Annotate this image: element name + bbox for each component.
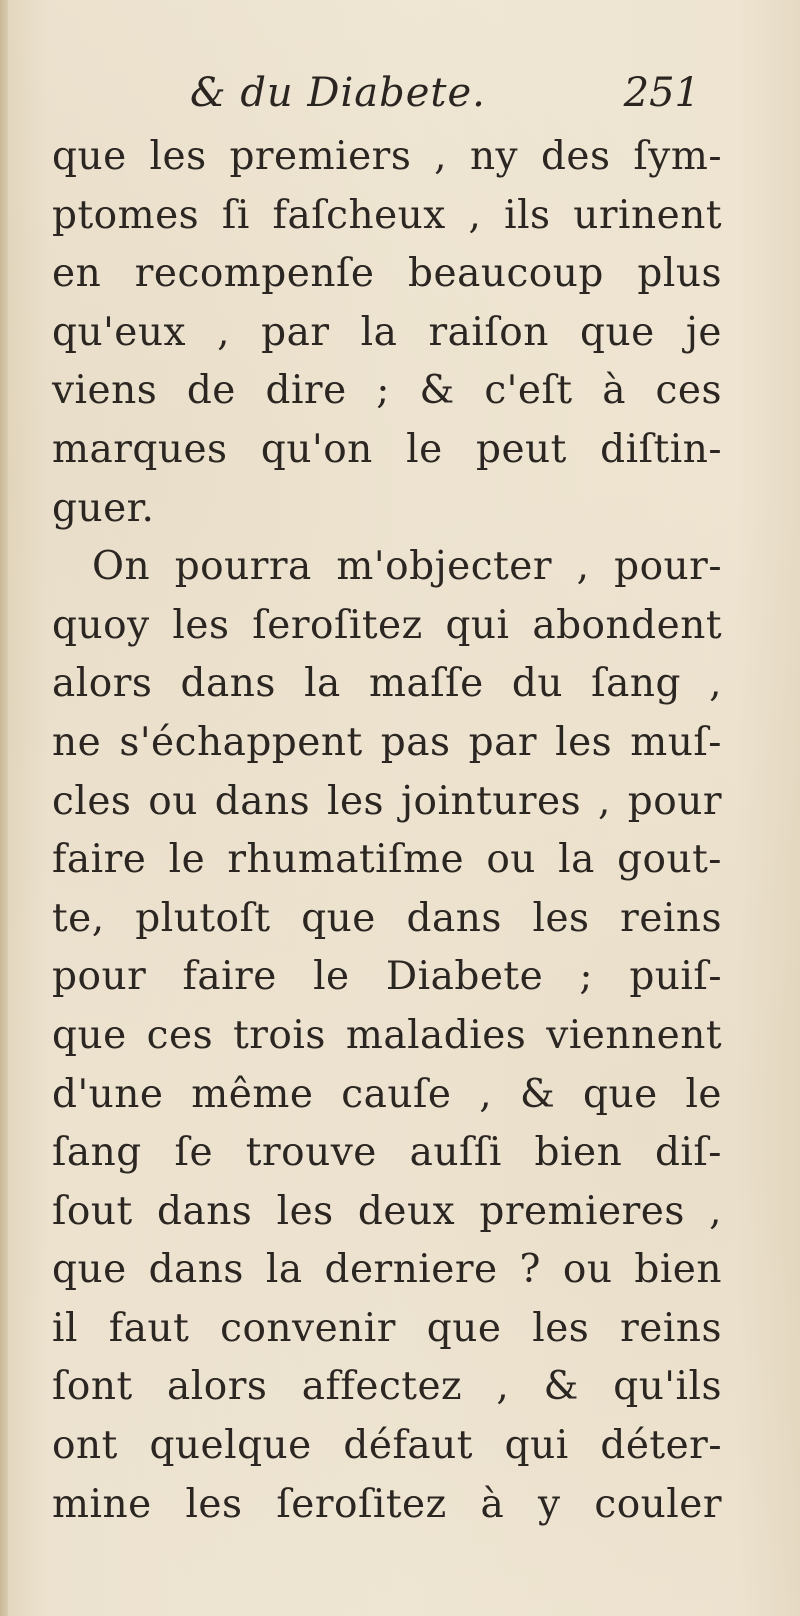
text-line: pour faire le Diabete ; puiſ- <box>52 954 722 1000</box>
text-line: qu'eux , par la raiſon que je <box>52 309 722 355</box>
text-line: il faut convenir que les reins <box>52 1305 722 1351</box>
text-line: en recompenſe beaucoup plus <box>52 251 722 297</box>
text-line: d'une même cauſe , & que le <box>52 1071 722 1117</box>
text-line: cles ou dans les jointures , pour <box>52 778 722 824</box>
page-gutter <box>0 0 8 1616</box>
page-number: 251 <box>623 70 700 116</box>
text-line: ſout dans les deux premieres , <box>52 1188 722 1234</box>
text-line: viens de dire ; & c'eſt à ces <box>52 368 722 414</box>
paragraph-start-line: On pourra m'objecter , pour- <box>92 544 722 590</box>
text-line: que les premiers , ny des ſym- <box>52 134 722 179</box>
text-line: faire le rhumatiſme ou la gout- <box>52 837 722 883</box>
text-line: guer. <box>52 485 155 531</box>
text-line: quoy les ſeroſitez qui abondent <box>52 602 722 648</box>
text-line: te, plutoſt que dans les reins <box>52 895 722 941</box>
text-line: ont quelque défaut qui déter- <box>52 1423 722 1469</box>
text-line: mine les ſeroſitez à y couler <box>52 1481 722 1527</box>
text-line: que dans la derniere ? ou bien <box>52 1247 722 1293</box>
running-head: & du Diabete. <box>190 70 486 116</box>
text-line: alors dans la maſſe du ſang , <box>52 661 722 707</box>
text-line: ſont alors affectez , & qu'ils <box>52 1364 722 1410</box>
text-line: ſang ſe trouve auſſi bien diſ- <box>52 1130 722 1176</box>
text-line: que ces trois maladies viennent <box>52 1012 722 1058</box>
text-line: ptomes ſi faſcheux , ils urinent <box>52 192 722 238</box>
text-line: marques qu'on le peut diſtin- <box>52 426 722 472</box>
text-line: ne s'échappent pas par les muſ- <box>52 719 722 765</box>
body-text <box>52 128 722 1534</box>
